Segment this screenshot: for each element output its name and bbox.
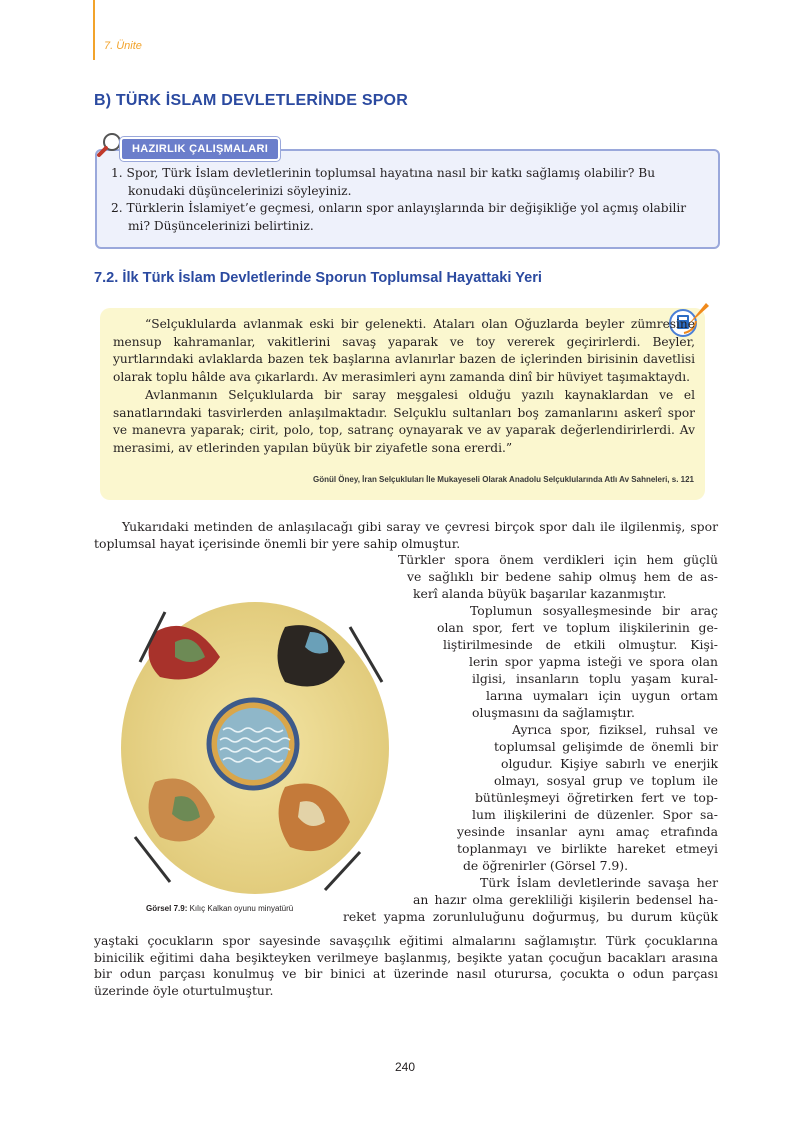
intro-paragraph: Yukarıdaki metinden de anlaşılacağı gibi saray ve çevresi birçok spor dalı ile ilgilenmiş, spor toplumsal hayat içerisinde önemli bir yere sahip olmuştur.	[94, 519, 718, 551]
quote-paragraph: “Selçuklularda avlanmak eski bir gelenekti. Ataları olan Oğuzlarda beyler zümresine mensup kahramanlar, vakitlerini savaş yaparak ve toy vererek geçirirlerdi. Beyler, yurtlarındaki avlaklarda bazen tek başlarına avlanırlar bazen de içlerinden birisinin davetlisi olarak toplu hâlde ava çıkarlardı. Av merasimleri aynı zamanda dinî bir hüviyet taşımaktaydı.	[113, 317, 695, 385]
body-line: an hazır olma gerekliliği kişilerin bedensel ha-	[413, 892, 718, 907]
body-line: de öğrenirler (Görsel 7.9).	[463, 858, 629, 873]
body-line: lum ilişkilerini de düzenler. Spor sa-	[472, 807, 718, 822]
body-line: bütünleşmeyi öğretirken fert ve top-	[475, 790, 718, 805]
body-line: lerin spor yapma isteği ve spora olan	[469, 654, 718, 669]
figure-caption-text: Kılıç Kalkan oyunu minyatürü	[189, 904, 294, 913]
body-line: reket yapma zorunluluğunu doğurmuş, bu durum küçük	[343, 909, 718, 924]
body-line: ilgisi, insanların toplu yaşam kural-	[472, 671, 718, 686]
body-line: olgudur. Kişiye sabırlı ve enerjik	[501, 756, 718, 771]
preparation-tab: HAZIRLIK ÇALIŞMALARI	[120, 137, 280, 161]
body-line: oluşmasını da sağlamıştır.	[472, 705, 635, 720]
section-title: B) TÜRK İSLAM DEVLETLERİNDE SPOR	[94, 92, 408, 109]
quote-source: Gönül Öney, İran Selçukluları İle Mukayeseli Olarak Anadolu Selçuklularında Atlı Av Sahneleri, s. 121	[312, 475, 694, 484]
body-line: Ayrıca spor, fiziksel, ruhsal ve	[512, 722, 718, 737]
preparation-list	[111, 165, 707, 235]
miniature-image	[120, 602, 390, 895]
figure-label: Görsel 7.9:	[146, 904, 188, 913]
quote-paragraph: Avlanmanın Selçuklularda bir saray meşgalesi olduğu yazılı kaynaklardan ve el sanatlarındaki tasvirlerden anlaşılmaktadır. Selçuklu sultanları boş zamanlarını askerî spor ve manevra yaparak; cirit, polo, top, satranç oynayarak ve av yaparak değerlendirirlerdi. Av merasimi, av etlerinden yapılan büyük bir ziyafetle sona ererdi.”	[113, 387, 695, 455]
closing-paragraph: yaştaki çocukların spor sayesinde savaşçılık eğitimi almalarını sağlamıştır. Türk çocuklarına binicilik eğitimi daha beşikteyken verilmeye başlanmış, beşikte yatan çocuğun bacakları arasına bir odun parçası konulmuş ve bir binici at üzerinde nasıl oturursa, çocukta o odun parçası üzerinde öyle oturtulmuştur.	[94, 933, 718, 999]
body-line: ve sağlıklı bir bedene sahip olmuş hem de as-	[407, 569, 718, 584]
list-item: 2. Türklerin İslamiyet’e geçmesi, onların spor anlayışlarında bir değişikliğe yol açmış olabilir mi? Düşüncelerinizi belirtiniz.	[111, 201, 687, 233]
body-line: yesinde insanlar aynı amaç etrafında	[457, 824, 718, 839]
body-line: liştirilmesinde de etkili olmuştur. Kişi-	[443, 637, 718, 652]
body-line: kerî alanda büyük başarılar kazanmıştır.	[413, 586, 667, 601]
page-number: 240	[394, 1060, 416, 1074]
body-line: toplanmayı ve birlikte hareket etmeyi	[457, 841, 718, 856]
body-line: Türk İslam devletlerinde savaşa her	[480, 875, 718, 890]
unit-label: 7. Ünite	[104, 40, 142, 52]
subsection-title: 7.2. İlk Türk İslam Devletlerinde Sporun Toplumsal Hayattaki Yeri	[94, 270, 542, 286]
list-item: 1. Spor, Türk İslam devletlerinin toplumsal hayatına nasıl bir katkı sağlamış olabilir? Bu konudaki düşüncelerinizi söyleyiniz.	[111, 166, 656, 198]
quote-text	[113, 316, 695, 458]
body-line: olan spor, fert ve toplum ilişkilerinin ge-	[437, 620, 718, 635]
body-line: olmayı, sosyal grup ve toplum ile	[494, 773, 718, 788]
header-rule	[93, 0, 95, 60]
body-line: Türkler spora önem verdikleri için hem güçlü	[398, 552, 718, 567]
body-line: toplumsal gelişimde de önemli bir	[494, 739, 718, 754]
figure-caption	[146, 904, 293, 913]
body-line: Toplumun sosyalleşmesinde bir araç	[470, 603, 718, 618]
body-line: larına uymaları için uygun ortam	[486, 688, 718, 703]
